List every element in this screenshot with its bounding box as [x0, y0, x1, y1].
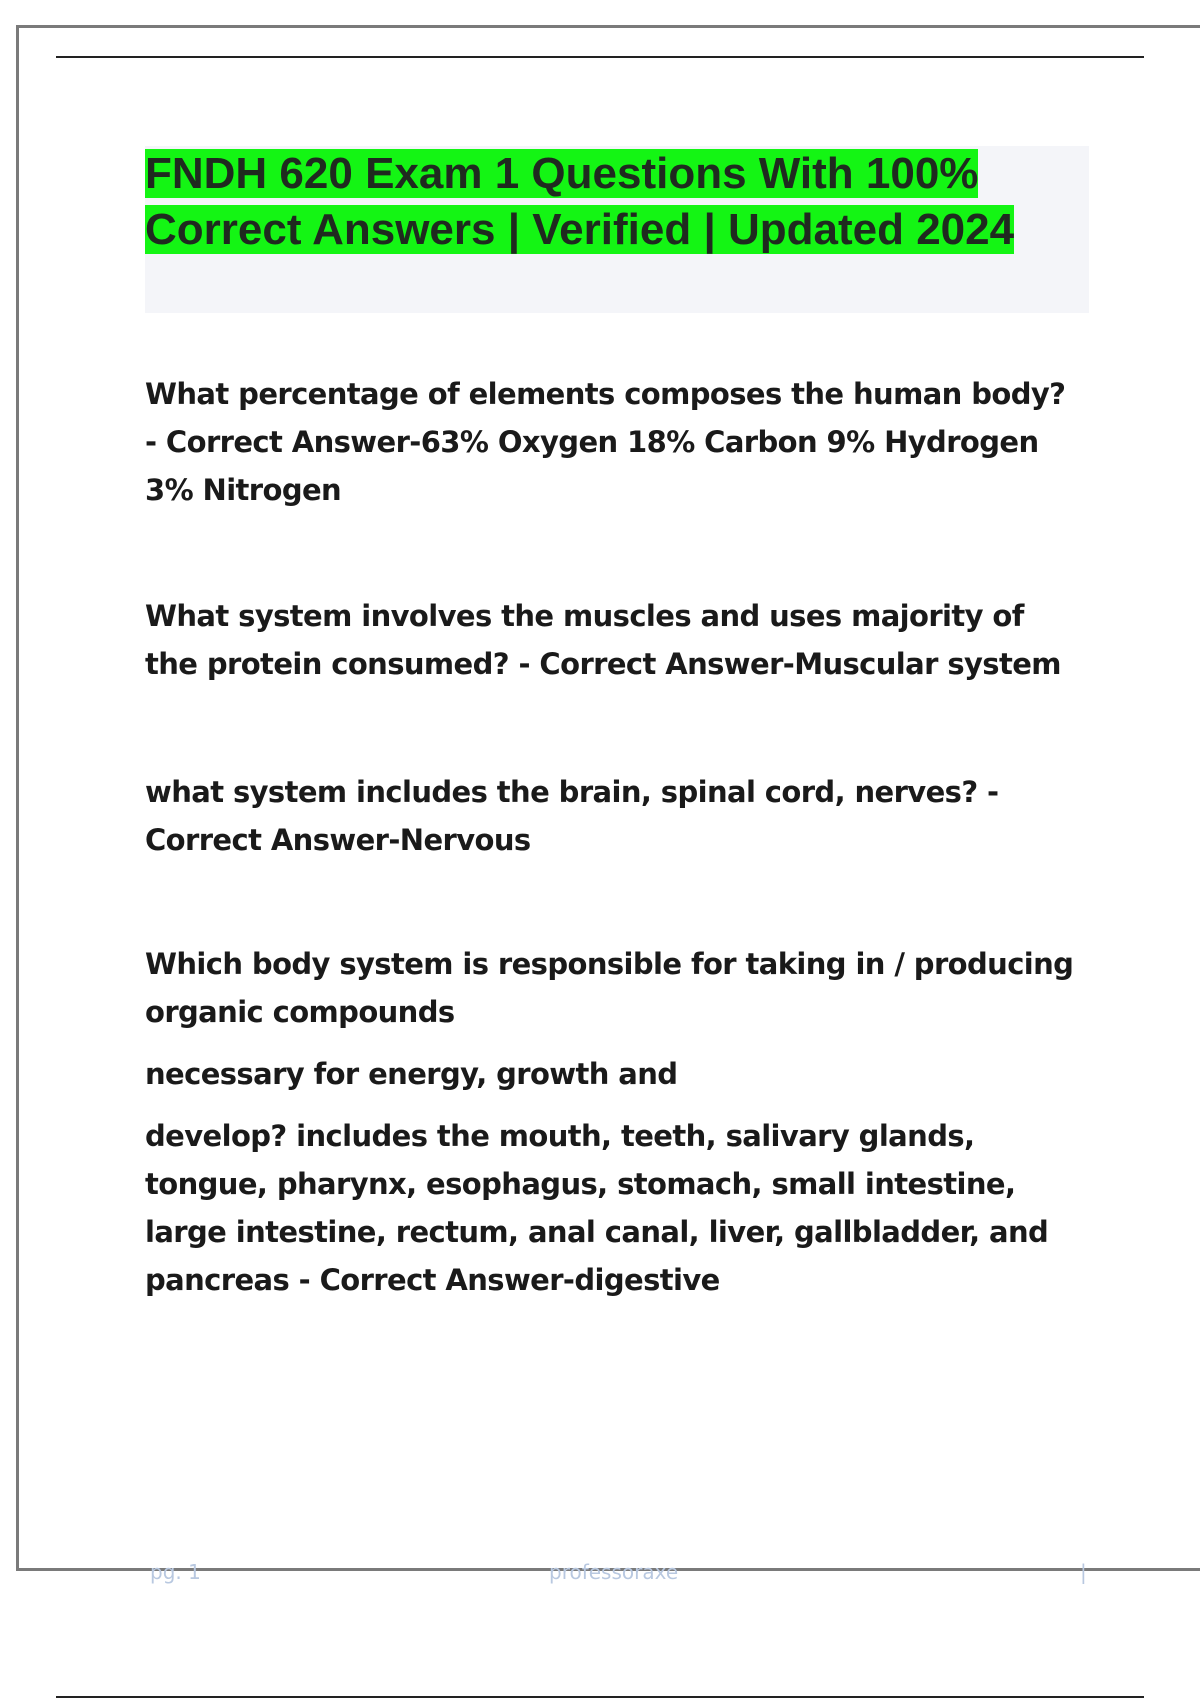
paragraph-question-4-part-1: Which body system is responsible for taking in / producing organic compounds: [145, 947, 1074, 1029]
paragraph-question-1: What percentage of elements composes the human body? - Correct Answer-63% Oxygen 18% Carbon 9% Hydrogen 3% Nitrogen: [145, 377, 1066, 507]
footer-mark: |: [1080, 1560, 1087, 1584]
paragraph-question-4-part-3: develop? includes the mouth, teeth, salivary glands, tongue, pharynx, esophagus, stomach, small intestine, large intestine, rectum, anal canal, liver, gallbladder, and pancreas - Correct Answer-digestive: [145, 1119, 1049, 1297]
paragraph-question-4-part-2: necessary for energy, growth and: [145, 1057, 678, 1091]
document-body: [145, 370, 1085, 1304]
title-highlight: FNDH 620 Exam 1 Questions With 100% Correct Answers | Verified | Updated 2024: [145, 149, 1015, 254]
footer-author: professoraxe: [549, 1560, 679, 1584]
paragraph-question-2: What system involves the muscles and uses majority of the protein consumed? - Correct Answer-Muscular system: [145, 599, 1061, 681]
bottom-rule: [56, 1696, 1144, 1698]
paragraph-question-3: what system includes the brain, spinal cord, nerves? - Correct Answer-Nervous: [145, 775, 999, 857]
footer-page-number: pg. 1: [150, 1560, 201, 1584]
header-rule: [56, 56, 1144, 58]
document-title: [145, 146, 1089, 258]
title-block: [145, 146, 1089, 313]
